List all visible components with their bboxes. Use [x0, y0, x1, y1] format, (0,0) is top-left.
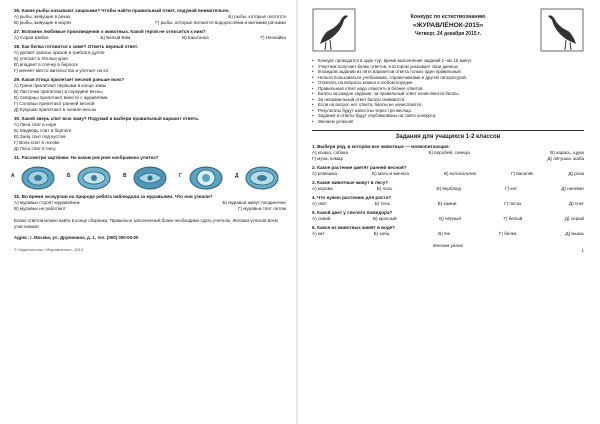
answer-option: Б) лось [376, 186, 393, 191]
rule-item: • Задания и ответы будут опубликованы на сайте конкурса. [312, 113, 437, 118]
answer-option: Б) красный [372, 216, 397, 221]
question-stem: 30. Какой зверь спит всю зиму? Подумай и выбери правильный вариант ответа. [14, 116, 200, 121]
contest-date: Четверг, 24 декабря 2015 г. [415, 31, 481, 37]
answer-option: Б) Медведь спит в берлоге [14, 128, 72, 133]
closing-wish: Желаем удачи! [432, 243, 464, 248]
picture-label: А [11, 173, 15, 179]
question-stem: 3. Какие животные живут в лесу? [312, 180, 389, 185]
question-stem: 26. Какие рыбы называют хищными? Чтобы найти правильный ответ, подумай внимательно. [14, 8, 230, 13]
answer-option: А) Серая Шейка [14, 35, 49, 40]
picture-label: В [123, 173, 127, 179]
answer-option: А) кит [312, 231, 325, 236]
question [312, 225, 584, 237]
rule-item: • Баллы за каждое задание: за правильный ответ начисляются баллы. [312, 91, 460, 96]
picture-label: Г [179, 173, 182, 179]
rule-item: • Участник получает бланк ответов, в котором указывает свои данные. [312, 63, 460, 69]
copyright: © Издательство «Журавлёнок», 2015 [14, 246, 84, 252]
answer-option: Г) муха, комар [312, 156, 344, 161]
answer-option: Д) роза [568, 171, 584, 176]
answer-option: А) муравьи строят муравейник [14, 200, 80, 205]
answer-option: Г) василёк [510, 171, 534, 176]
answer-option: В) карась, щука [550, 150, 584, 155]
picture-label: Д [235, 173, 239, 179]
answer-option: Б) улетает в тёплые края [14, 56, 68, 61]
answer-option: Г) белый [503, 216, 523, 221]
picture-option [67, 165, 114, 191]
answer-option: В) рыбы, живущие в морях [14, 20, 72, 25]
question [14, 8, 286, 26]
answer-option: Г) Волк спит в логове [14, 140, 60, 145]
answer-option: А) синий [312, 216, 331, 221]
answer-option: В) впадает в спячку в берлоге [14, 62, 79, 67]
answer-option: В) колокольчик [443, 171, 476, 176]
answer-option: В) камни [437, 201, 457, 206]
contest-title: Конкурс по естествознанию [410, 14, 486, 20]
question-stem: 4. Что нужно растению для роста? [312, 195, 392, 200]
answer-option: Г) белка [498, 231, 517, 236]
answer-option: Б) Ласточки прилетают в середине весны [14, 89, 103, 94]
answer-option: Г) кит [505, 186, 518, 191]
answer-option: Д) снег [568, 201, 584, 206]
left-page [0, 0, 292, 424]
answer-option: Д) пингвин [561, 186, 584, 191]
answer-option: Д) мышь [565, 231, 584, 236]
answer-option: В) ёж [438, 231, 450, 236]
question-with-pictures [11, 155, 286, 191]
snail-shell-icon [244, 166, 280, 190]
rule-item: • Правильный ответ надо отметить в бланке ответов. [312, 85, 424, 91]
answer-option: В) Каштанка [182, 35, 209, 40]
picture-label: Б [67, 173, 71, 179]
question-stem: 28. Как белка готовится к зиме? Отметь верный ответ. [14, 44, 139, 49]
answer-option: Д) Кукушки прилетают в начале весны [14, 107, 97, 112]
contest-name: «ЖУРАВЛЁНОК-2015» [412, 22, 484, 29]
question-stem: 1. Выбери ряд, в котором все животные — млекопитающие: [312, 144, 451, 149]
rules-list [312, 58, 584, 124]
rule-item: • За неправильный ответ баллы снимаются. [312, 96, 406, 102]
answer-option: Г) Соловьи прилетают ранней весной [14, 101, 95, 106]
snail-shell-icon [20, 166, 56, 190]
picture-option [235, 165, 282, 191]
instructions-note: Бланк ответов можно найти в конце сборника. Правильно заполненный бланк необходимо сдать учителю. Желаем успехов всем участникам! [14, 218, 278, 229]
question [312, 210, 584, 222]
section-title: Задания для учащихся 1-2 классов [395, 134, 501, 140]
answer-option: А) Лиса спит в норе [14, 122, 57, 127]
picture-option [11, 165, 58, 191]
snail-shell-icon [132, 166, 168, 190]
snail-shell-icon [76, 166, 112, 190]
answer-option: Г) рыбы, которые питаются водорослями и мелкими рачками [155, 20, 286, 25]
question [312, 165, 584, 177]
picture-options [11, 165, 282, 191]
answer-option: Б) воробей, синица [428, 150, 470, 155]
question [312, 180, 584, 192]
answer-option: Д) Лось спит в лесу [14, 146, 56, 151]
question-stem: 27. Вспомни любимые произведения о животных. Какой герой не относится к ним? [14, 29, 206, 34]
question [14, 77, 286, 113]
answer-option: Д) лягушка, жаба [547, 156, 584, 161]
question [14, 29, 286, 41]
question-stem: 2. Какое растение цветёт ранней весной? [312, 165, 407, 170]
divider [312, 130, 584, 131]
question [14, 116, 286, 152]
answer-option: Б) тень [374, 201, 391, 206]
answer-option: А) ромашка [312, 171, 338, 176]
question [312, 195, 584, 207]
contact-info: Адрес: г. Москва, ул. Дружинина, д. 1, тел. (000) 000-00-00 [14, 235, 139, 241]
header [312, 8, 584, 54]
answer-option: А) рыбы, живущие в реках [14, 14, 71, 19]
question-stem: 29. Какая птица прилетает весной раньше всех? [14, 77, 125, 82]
crane-logo-icon [540, 8, 584, 52]
question-stem: 32. Во время экскурсии на природе ребята наблюдали за муравьями. Что они узнали? [14, 194, 213, 199]
answer-option: Б) мать-и-мачеха [372, 171, 409, 176]
answer-option: Б) муравьи живут поодиночке [222, 200, 286, 205]
snail-shell-icon [188, 166, 224, 190]
page-gutter [296, 0, 298, 424]
answer-option: А) Грачи прилетают первыми в конце зимы [14, 83, 107, 88]
answer-option: А) делает запасы орехов и грибов в дупле [14, 50, 105, 55]
answer-option: Г) Незнайка [260, 35, 286, 40]
right-page [300, 0, 592, 424]
answer-option: Д) серый [564, 216, 584, 221]
answer-option: Б) Белый Бим [100, 35, 131, 40]
answer-option: Г) меняет место жительства и улетает на юг [14, 68, 109, 73]
answer-option: В) Скворцы прилетают вместе с журавлями [14, 95, 108, 100]
rule-item: • Конкурс проводится в один тур, время выполнения заданий 1 час 15 минут. [312, 58, 473, 63]
question-stem: 31. Рассмотри картинки. На каком рисунке изображена улитка? [14, 155, 159, 160]
page-number: 1 [581, 248, 584, 253]
answer-option: Б) рыбы, которые охотятся [228, 14, 286, 19]
question [312, 144, 584, 162]
answer-option: А) корова [312, 186, 333, 191]
answer-option: Г) муравьи спят летом [237, 206, 286, 211]
rule-item: • Желаем успехов! [312, 118, 354, 124]
answer-option: В) Заяц спит под кустом [14, 134, 66, 139]
answer-option: А) кошка, собака [312, 150, 349, 155]
picture-option [179, 165, 226, 191]
title-block [356, 8, 540, 38]
answer-option: А) свет [312, 201, 328, 206]
rule-item: • Если на вопрос нет ответа, баллы не начисляются. [312, 102, 423, 107]
rule-item: • Нельзя пользоваться учебниками, справочниками и другой литературой. [312, 74, 468, 80]
question [14, 44, 286, 74]
answer-option: Б) заяц [373, 231, 390, 236]
rule-item: • Отвечать на вопросы можно в любом порядке. [312, 80, 414, 85]
answer-option: Г) песок [504, 201, 522, 206]
rule-item: • В каждом задании из пяти вариантов ответа только один правильный. [312, 69, 462, 74]
crane-logo-icon [312, 8, 356, 52]
answer-option: В) чёрный [439, 216, 461, 221]
answer-option: В) верблюд [436, 186, 462, 191]
question-stem: 6. Какое из животных живёт в воде? [312, 225, 395, 230]
picture-option [123, 165, 170, 191]
answer-option: В) муравьи не работают [14, 206, 66, 211]
question-stem: 5. Какой цвет у спелого помидора? [312, 210, 393, 215]
question [14, 194, 286, 212]
rule-item: • Результаты будут известны через три месяца. [312, 107, 413, 113]
